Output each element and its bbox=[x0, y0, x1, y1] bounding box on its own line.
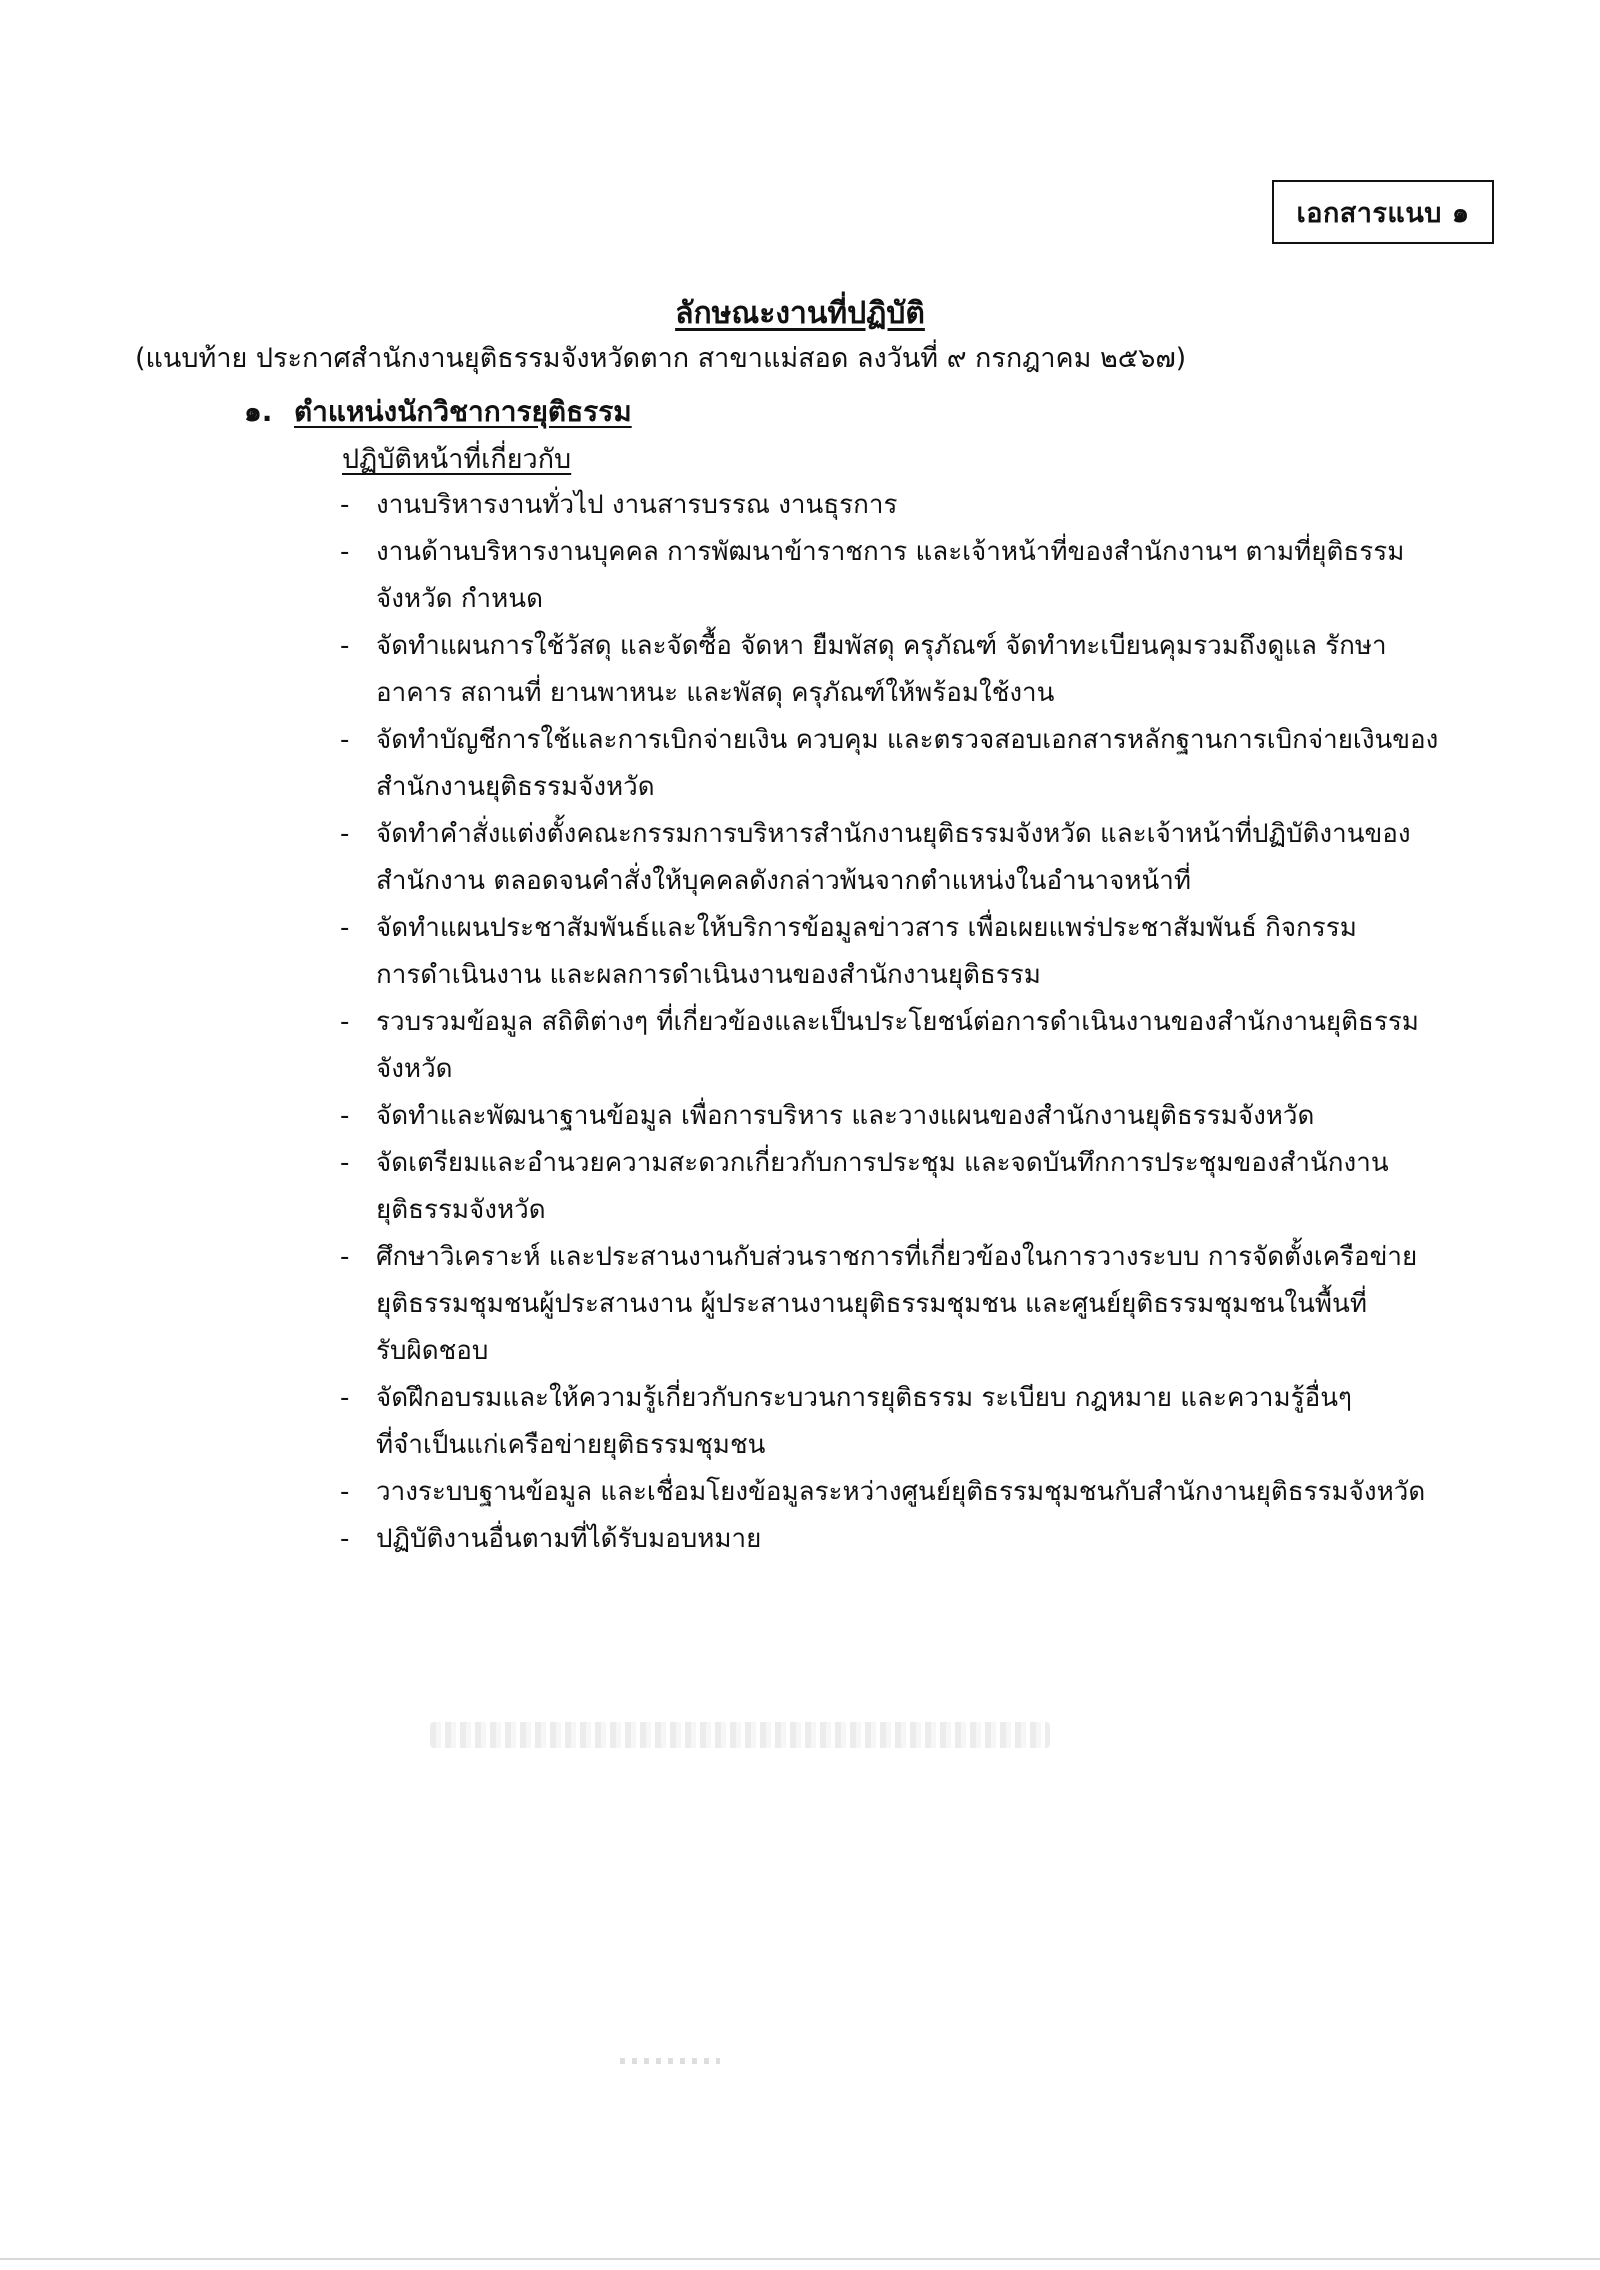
duty-text-line: จัดทำแผนประชาสัมพันธ์และให้บริการข้อมูลข่าวสาร เพื่อเผยแพร่ประชาสัมพันธ์ กิจกรรม bbox=[376, 913, 1357, 943]
duty-item bbox=[340, 811, 1500, 905]
duty-text-line: สำนักงาน ตลอดจนคำสั่งให้บุคคลดังกล่าวพ้นจากตำแหน่งในอำนาจหน้าที่ bbox=[376, 866, 1191, 896]
scan-smudge bbox=[430, 1722, 1050, 1748]
section-number: ๑. bbox=[244, 395, 273, 428]
duty-text-line: จัดทำบัญชีการใช้และการเบิกจ่ายเงิน ควบคุม และตรวจสอบเอกสารหลักฐานการเบิกจ่ายเงินของ bbox=[376, 725, 1439, 755]
duty-item bbox=[340, 1375, 1500, 1469]
duty-bullet: - bbox=[340, 1383, 350, 1413]
duty-item bbox=[340, 1234, 1500, 1375]
duty-text-line: วางระบบฐานข้อมูล และเชื่อมโยงข้อมูลระหว่างศูนย์ยุติธรรมชุมชนกับสำนักงานยุติธรรมจังหวัด bbox=[376, 1477, 1426, 1507]
attachment-label-box bbox=[1272, 180, 1494, 244]
duty-bullet: - bbox=[340, 819, 350, 849]
duty-bullet: - bbox=[340, 537, 350, 567]
duty-bullet: - bbox=[340, 913, 350, 943]
duty-text-line: อาคาร สถานที่ ยานพาหนะ และพัสดุ ครุภัณฑ์ให้พร้อมใช้งาน bbox=[376, 678, 1055, 708]
duty-text-line: ปฏิบัติงานอื่นตามที่ได้รับมอบหมาย bbox=[376, 1524, 762, 1554]
duty-item bbox=[340, 529, 1500, 623]
duty-text-line: รวบรวมข้อมูล สถิติต่างๆ ที่เกี่ยวข้องและเป็นประโยชน์ต่อการดำเนินงานของสำนักงานยุติธรรม bbox=[376, 1007, 1419, 1037]
section-heading-text: ตำแหน่งนักวิชาการยุติธรรม bbox=[294, 395, 632, 428]
duty-text-line: การดำเนินงาน และผลการดำเนินงานของสำนักงานยุติธรรม bbox=[376, 960, 1041, 990]
duty-text-line: จัดทำแผนการใช้วัสดุ และจัดซื้อ จัดหา ยืมพัสดุ ครุภัณฑ์ จัดทำทะเบียนคุมรวมถึงดูแล รักษา bbox=[376, 631, 1387, 661]
duty-item bbox=[340, 1140, 1500, 1234]
duty-bullet: - bbox=[340, 1477, 350, 1507]
duty-text-line: จัดฝึกอบรมและให้ความรู้เกี่ยวกับกระบวนการยุติธรรม ระเบียบ กฎหมาย และความรู้อื่นๆ bbox=[376, 1383, 1352, 1413]
duty-text-line: จังหวัด กำหนด bbox=[376, 584, 543, 614]
duty-bullet: - bbox=[340, 725, 350, 755]
duty-bullet: - bbox=[340, 631, 350, 661]
duty-text-line: ที่จำเป็นแก่เครือข่ายยุติธรรมชุมชน bbox=[376, 1430, 766, 1460]
duty-item bbox=[340, 905, 1500, 999]
duty-bullet: - bbox=[340, 1101, 350, 1131]
duty-text-line: สำนักงานยุติธรรมจังหวัด bbox=[376, 772, 655, 802]
duty-text-line: ศึกษาวิเคราะห์ และประสานงานกับส่วนราชการที่เกี่ยวข้องในการวางระบบ การจัดตั้งเครือข่าย bbox=[376, 1242, 1418, 1272]
duty-bullet: - bbox=[340, 1007, 350, 1037]
duty-text-line: งานบริหารงานทั่วไป งานสารบรรณ งานธุรการ bbox=[376, 490, 898, 520]
scan-artifact bbox=[620, 2058, 720, 2064]
duty-text-line: งานด้านบริหารงานบุคคล การพัฒนาข้าราชการ และเจ้าหน้าที่ของสำนักงานฯ ตามที่ยุติธรรม bbox=[376, 537, 1405, 567]
duty-list bbox=[340, 482, 1500, 1563]
duty-bullet: - bbox=[340, 490, 350, 520]
duty-text-line: จัดทำคำสั่งแต่งตั้งคณะกรรมการบริหารสำนักงานยุติธรรมจังหวัด และเจ้าหน้าที่ปฏิบัติงานของ bbox=[376, 819, 1411, 849]
duty-text-line: จัดเตรียมและอำนวยความสะดวกเกี่ยวกับการประชุม และจดบันทึกการประชุมของสำนักงาน bbox=[376, 1148, 1389, 1178]
duties-heading: ปฏิบัติหน้าที่เกี่ยวกับ bbox=[342, 444, 572, 475]
duty-text-line: ยุติธรรมจังหวัด bbox=[376, 1195, 546, 1225]
page-bottom-edge bbox=[0, 2258, 1600, 2260]
duty-item bbox=[340, 717, 1500, 811]
duty-bullet: - bbox=[340, 1148, 350, 1178]
section-heading bbox=[244, 390, 632, 434]
duty-bullet: - bbox=[340, 1524, 350, 1554]
duty-item bbox=[340, 1516, 1500, 1563]
duty-item bbox=[340, 1093, 1500, 1140]
duty-item bbox=[340, 623, 1500, 717]
duty-item bbox=[340, 482, 1500, 529]
duty-item bbox=[340, 999, 1500, 1093]
duty-text-line: ยุติธรรมชุมชนผู้ประสานงาน ผู้ประสานงานยุติธรรมชุมชน และศูนย์ยุติธรรมชุมชนในพื้นที่ bbox=[376, 1289, 1367, 1319]
document-title: ลักษณะงานที่ปฏิบัติ bbox=[675, 296, 925, 331]
document-subtitle: (แนบท้าย ประกาศสำนักงานยุติธรรมจังหวัดตาก สาขาแม่สอด ลงวันที่ ๙ กรกฎาคม ๒๕๖๗) bbox=[135, 343, 1187, 374]
duty-text-line: จัดทำและพัฒนาฐานข้อมูล เพื่อการบริหาร และวางแผนของสำนักงานยุติธรรมจังหวัด bbox=[376, 1101, 1315, 1131]
attachment-label: เอกสารแนบ ๑ bbox=[1296, 197, 1470, 229]
duty-text-line: จังหวัด bbox=[376, 1054, 453, 1084]
duty-item bbox=[340, 1469, 1500, 1516]
duty-text-line: รับผิดชอบ bbox=[376, 1336, 489, 1366]
duty-bullet: - bbox=[340, 1242, 350, 1272]
